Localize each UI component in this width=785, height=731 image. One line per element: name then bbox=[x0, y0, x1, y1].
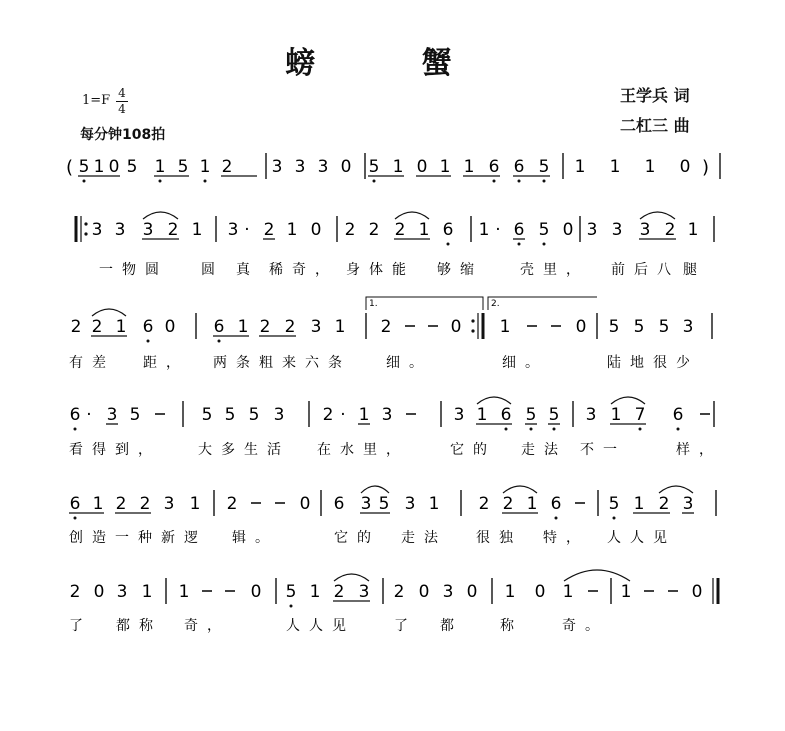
note: 6 bbox=[513, 220, 525, 240]
note: 0 bbox=[416, 157, 428, 177]
octave-dot bbox=[447, 243, 450, 246]
lyric-syllables: 陆地很少 bbox=[607, 355, 699, 371]
note: 1 bbox=[189, 494, 201, 514]
note: 2 bbox=[322, 405, 334, 425]
lyric-syllables: 前后八 bbox=[611, 262, 680, 278]
note: 2 bbox=[664, 220, 676, 240]
lyric-syllables: 不一 bbox=[580, 442, 626, 458]
lyricist-credit: 王学兵 词 bbox=[620, 86, 690, 105]
lyric-syllables: 身体能 bbox=[346, 262, 415, 278]
note: 1 bbox=[504, 582, 516, 602]
lyric-syllables: 两条粗来六条 bbox=[213, 355, 351, 371]
note: 6 bbox=[69, 494, 81, 514]
lyric-syllables: 有差 bbox=[69, 355, 115, 371]
slur bbox=[361, 486, 389, 493]
note: 5 bbox=[548, 405, 560, 425]
note: 1 bbox=[178, 582, 190, 602]
note: 3 bbox=[682, 494, 694, 514]
note: 6 bbox=[142, 317, 154, 337]
octave-dot bbox=[543, 180, 546, 183]
note: 5 bbox=[129, 405, 141, 425]
lyric-syllables: 它的 bbox=[334, 530, 380, 546]
note: 2 bbox=[221, 157, 233, 177]
note: 1 bbox=[358, 405, 370, 425]
lyric-syllables: 称 bbox=[500, 618, 523, 634]
note: 1 bbox=[609, 157, 621, 177]
repeat-dot bbox=[471, 319, 474, 322]
note: 3 bbox=[639, 220, 651, 240]
note: 5 bbox=[177, 157, 189, 177]
note: 1 bbox=[526, 494, 538, 514]
note: 5 bbox=[368, 157, 380, 177]
lyric-syllables: 样， bbox=[676, 442, 722, 458]
note: 2 bbox=[70, 317, 82, 337]
note: 1 bbox=[392, 157, 404, 177]
note: 5 bbox=[658, 317, 670, 337]
note: 3 bbox=[586, 220, 598, 240]
note: 3 bbox=[163, 494, 175, 514]
note: 1 bbox=[191, 220, 203, 240]
time-signature-top: 4 bbox=[118, 86, 126, 100]
slur bbox=[659, 486, 693, 493]
note: 6 bbox=[69, 405, 81, 425]
octave-dot bbox=[518, 180, 521, 183]
note: 5 bbox=[608, 494, 620, 514]
note: 2 bbox=[333, 582, 345, 602]
note: 2 bbox=[284, 317, 296, 337]
lyric-syllables: 细。 bbox=[386, 355, 432, 371]
note: 2 bbox=[69, 582, 81, 602]
octave-dot bbox=[555, 517, 558, 520]
octave-dot bbox=[159, 180, 162, 183]
note: 3 bbox=[227, 220, 239, 240]
note: 1 bbox=[687, 220, 699, 240]
note: 2 bbox=[478, 494, 490, 514]
slur bbox=[477, 397, 511, 404]
octave-dot bbox=[83, 180, 86, 183]
key-signature: 1=F bbox=[82, 93, 111, 108]
note: 5 bbox=[78, 157, 90, 177]
note: 2 bbox=[380, 317, 392, 337]
lyric-syllables: 壳里， bbox=[520, 262, 589, 278]
note: 3 bbox=[585, 405, 597, 425]
slur bbox=[611, 397, 645, 404]
lyric-syllables: 创造一种新逻 bbox=[69, 530, 207, 546]
note: 0 bbox=[575, 317, 587, 337]
note: 5 bbox=[608, 317, 620, 337]
note: 5 bbox=[248, 405, 260, 425]
note: · bbox=[340, 405, 346, 425]
slur bbox=[395, 212, 429, 219]
octave-dot bbox=[530, 428, 533, 431]
volta-second-bracket bbox=[488, 297, 597, 310]
note: 1 bbox=[428, 494, 440, 514]
lyric-syllables: 稀奇， bbox=[269, 262, 338, 278]
note: 7 bbox=[634, 405, 646, 425]
repeat-dot bbox=[84, 222, 87, 225]
lyric-syllables: 在水里， bbox=[317, 442, 409, 458]
note: 1 bbox=[463, 157, 475, 177]
note: 0 bbox=[679, 157, 691, 177]
note: 5 bbox=[378, 494, 390, 514]
octave-dot bbox=[639, 428, 642, 431]
note: 6 bbox=[333, 494, 345, 514]
octave-dot bbox=[493, 180, 496, 183]
lyric-syllables: 特， bbox=[543, 530, 589, 546]
octave-dot bbox=[74, 428, 77, 431]
octave-dot bbox=[290, 605, 293, 608]
note: 3 bbox=[91, 220, 103, 240]
note: 0 bbox=[466, 582, 478, 602]
tempo-marking: 每分钟108拍 bbox=[80, 127, 166, 143]
lyric-syllables: 大多生活 bbox=[198, 442, 290, 458]
lyric-syllables: 走法 bbox=[521, 442, 567, 458]
repeat-dot bbox=[84, 232, 87, 235]
note: 3 bbox=[442, 582, 454, 602]
lyric-syllables: 距， bbox=[143, 355, 189, 371]
note: 1 bbox=[562, 582, 574, 602]
note: 5 bbox=[201, 405, 213, 425]
note: 0 bbox=[340, 157, 352, 177]
note: 3 bbox=[682, 317, 694, 337]
note: 0 bbox=[534, 582, 546, 602]
note: 1 bbox=[499, 317, 511, 337]
lyric-syllables: 看得到， bbox=[69, 442, 161, 458]
note: 5 bbox=[538, 157, 550, 177]
note: 0 bbox=[418, 582, 430, 602]
paren-open: ( bbox=[66, 157, 74, 178]
lyric-syllables: 很独 bbox=[476, 530, 522, 546]
note: 3 bbox=[106, 405, 118, 425]
volta-first-label: 1. bbox=[369, 299, 378, 309]
note: 6 bbox=[488, 157, 500, 177]
note: 1 bbox=[286, 220, 298, 240]
note: 3 bbox=[404, 494, 416, 514]
note: 2 bbox=[263, 220, 275, 240]
note: 0 bbox=[450, 317, 462, 337]
octave-dot bbox=[543, 243, 546, 246]
note: 3 bbox=[453, 405, 465, 425]
octave-dot bbox=[677, 428, 680, 431]
note: 2 bbox=[226, 494, 238, 514]
octave-dot bbox=[518, 243, 521, 246]
note: 2 bbox=[658, 494, 670, 514]
octave-dot bbox=[74, 517, 77, 520]
note: 2 bbox=[394, 220, 406, 240]
note: 3 bbox=[271, 157, 283, 177]
note: 5 bbox=[285, 582, 297, 602]
note: 3 bbox=[310, 317, 322, 337]
volta-first-bracket bbox=[366, 297, 483, 310]
note: 2 bbox=[139, 494, 151, 514]
note: 1 bbox=[620, 582, 632, 602]
octave-dot bbox=[147, 340, 150, 343]
volta-second-label: 2. bbox=[491, 299, 500, 309]
note: 0 bbox=[691, 582, 703, 602]
note: 1 bbox=[478, 220, 490, 240]
octave-dot bbox=[505, 428, 508, 431]
song-title: 螃 蟹 bbox=[285, 46, 500, 81]
note: 0 bbox=[250, 582, 262, 602]
lyric-syllables: 了 bbox=[69, 618, 92, 634]
note: 5 bbox=[525, 405, 537, 425]
slur bbox=[334, 574, 369, 581]
note: 5 bbox=[224, 405, 236, 425]
slur bbox=[92, 309, 126, 316]
note: 1 bbox=[418, 220, 430, 240]
note: 1 bbox=[154, 157, 166, 177]
lyric-syllables: 真 bbox=[236, 262, 259, 278]
lyric-syllables: 人人见 bbox=[286, 618, 355, 634]
note: 3 bbox=[114, 220, 126, 240]
note: 0 bbox=[164, 317, 176, 337]
note: 2 bbox=[344, 220, 356, 240]
note: 1 bbox=[439, 157, 451, 177]
time-signature-bottom: 4 bbox=[118, 102, 126, 116]
octave-dot bbox=[613, 517, 616, 520]
note: 2 bbox=[115, 494, 127, 514]
note: 2 bbox=[167, 220, 179, 240]
note: 2 bbox=[368, 220, 380, 240]
note: 6 bbox=[672, 405, 684, 425]
lyric-syllables: 圆 bbox=[201, 262, 224, 278]
lyric-syllables: 它的 bbox=[450, 442, 496, 458]
note: 3 bbox=[360, 494, 372, 514]
note: 0 bbox=[310, 220, 322, 240]
note: 3 bbox=[317, 157, 329, 177]
note: 1 bbox=[199, 157, 211, 177]
note: 6 bbox=[513, 157, 525, 177]
slur bbox=[503, 486, 537, 493]
lyric-syllables: 了 bbox=[394, 618, 417, 634]
lyric-syllables: 奇， bbox=[184, 618, 230, 634]
note: 6 bbox=[550, 494, 562, 514]
note: 3 bbox=[116, 582, 128, 602]
note: 3 bbox=[381, 405, 393, 425]
note: 1 bbox=[309, 582, 321, 602]
repeat-dot bbox=[471, 329, 474, 332]
note: 3 bbox=[358, 582, 370, 602]
note: 5 bbox=[538, 220, 550, 240]
lyric-syllables: 奇。 bbox=[562, 618, 608, 634]
lyric-syllables: 腿 bbox=[683, 262, 706, 278]
note: 5 bbox=[126, 157, 138, 177]
note: 1 bbox=[610, 405, 622, 425]
note: 2 bbox=[91, 317, 103, 337]
note: 1 bbox=[334, 317, 346, 337]
note: 1 bbox=[93, 157, 105, 177]
note: 3 bbox=[273, 405, 285, 425]
octave-dot bbox=[373, 180, 376, 183]
note: 1 bbox=[141, 582, 153, 602]
lyric-syllables: 走法 bbox=[401, 530, 447, 546]
note: 1 bbox=[633, 494, 645, 514]
lyric-syllables: 一物圆 bbox=[99, 262, 168, 278]
tie bbox=[564, 570, 630, 581]
composer-credit: 二杠三 曲 bbox=[620, 116, 690, 135]
lyric-syllables: 都称 bbox=[116, 618, 162, 634]
note: 2 bbox=[502, 494, 514, 514]
note: 0 bbox=[299, 494, 311, 514]
note: 3 bbox=[294, 157, 306, 177]
note: 1 bbox=[92, 494, 104, 514]
note: · bbox=[244, 220, 250, 240]
note: 2 bbox=[393, 582, 405, 602]
octave-dot bbox=[218, 340, 221, 343]
note: 6 bbox=[442, 220, 454, 240]
note: 6 bbox=[500, 405, 512, 425]
note: 1 bbox=[476, 405, 488, 425]
note: · bbox=[86, 405, 92, 425]
slur bbox=[143, 212, 178, 219]
octave-dot bbox=[204, 180, 207, 183]
note: 3 bbox=[142, 220, 154, 240]
octave-dot bbox=[553, 428, 556, 431]
note: 1 bbox=[574, 157, 586, 177]
note: 1 bbox=[115, 317, 127, 337]
note: 1 bbox=[237, 317, 249, 337]
note: 6 bbox=[213, 317, 225, 337]
lyric-syllables: 够缩 bbox=[437, 262, 483, 278]
lyric-syllables: 人人见 bbox=[607, 530, 676, 546]
lyric-syllables: 细。 bbox=[502, 355, 548, 371]
note: 0 bbox=[562, 220, 574, 240]
paren-close: ) bbox=[702, 157, 710, 178]
note: 3 bbox=[611, 220, 623, 240]
slur bbox=[640, 212, 675, 219]
note: 0 bbox=[108, 157, 120, 177]
lyric-syllables: 都 bbox=[440, 618, 463, 634]
note: 1 bbox=[644, 157, 656, 177]
note: 2 bbox=[259, 317, 271, 337]
note: · bbox=[495, 220, 501, 240]
lyric-syllables: 辑。 bbox=[232, 530, 278, 546]
note: 5 bbox=[633, 317, 645, 337]
note: 0 bbox=[93, 582, 105, 602]
